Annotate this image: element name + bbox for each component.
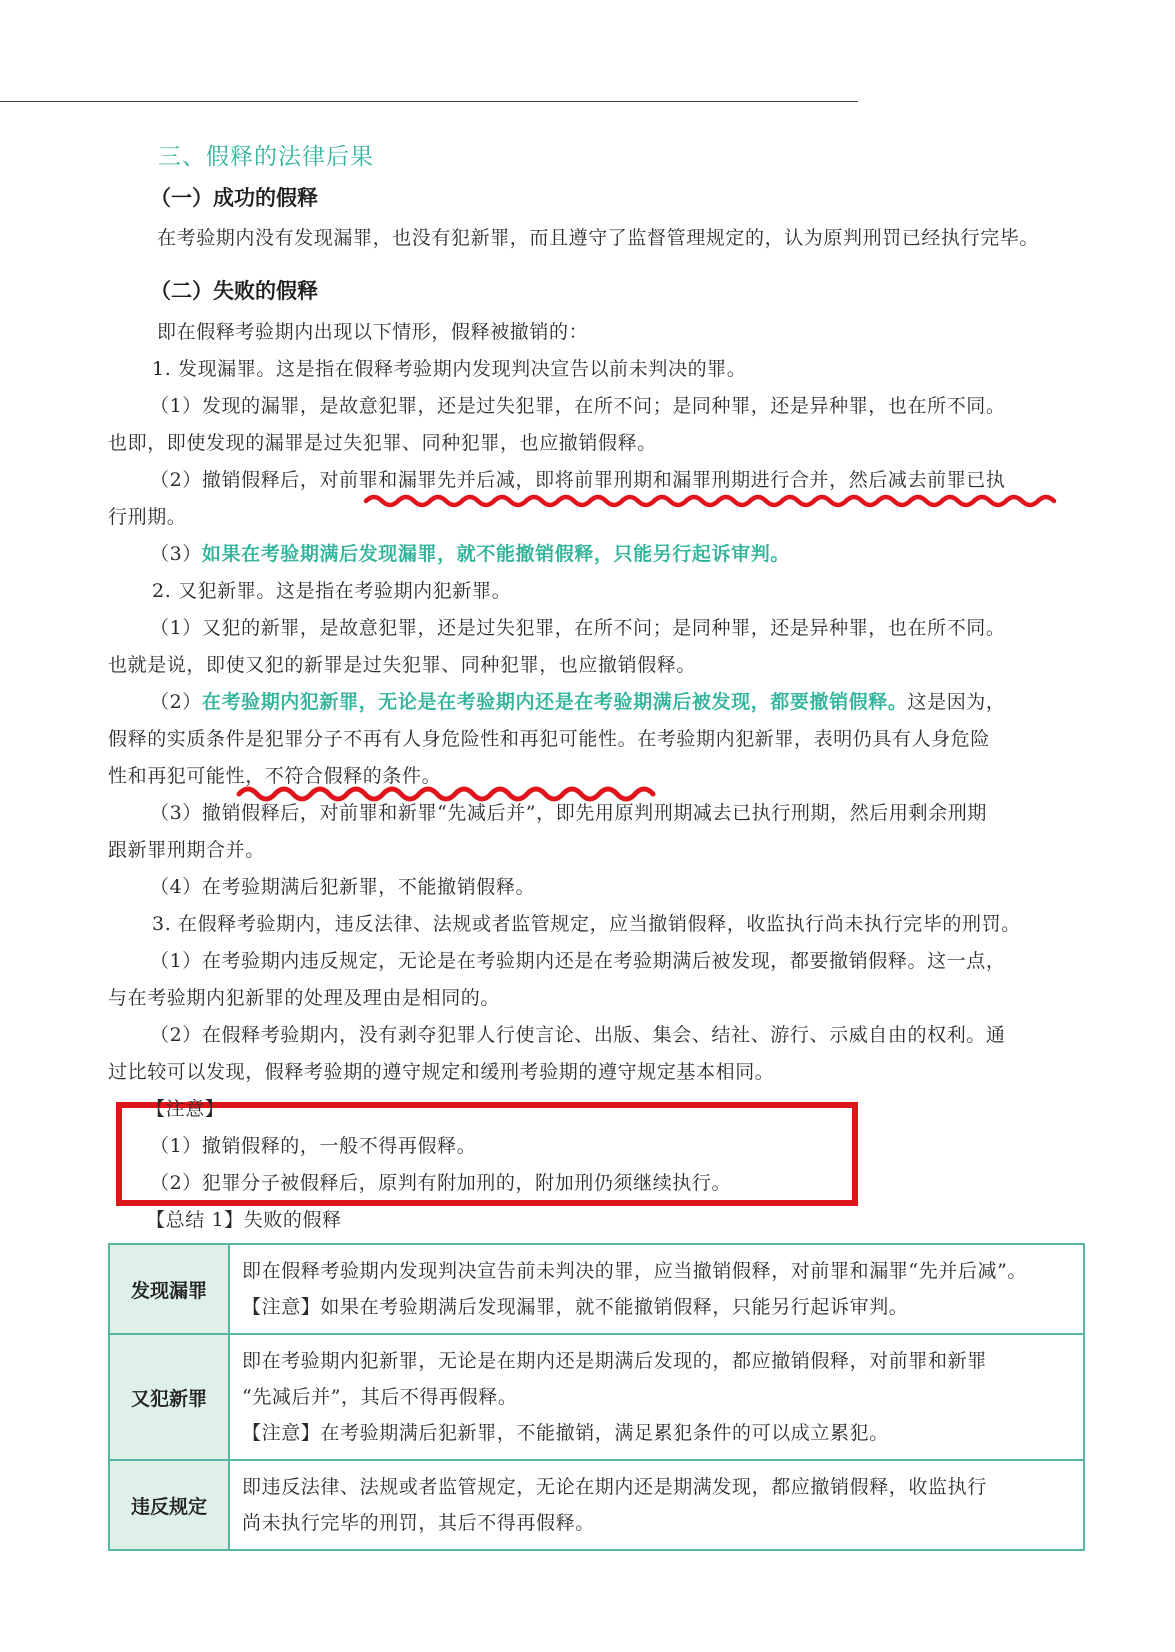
subsection-title-failure: （二）失败的假释 xyxy=(150,279,318,303)
table-row xyxy=(109,1244,1084,1334)
row-content xyxy=(229,1460,1084,1550)
item2-p4: （4）在考验期满后犯新罪，不能撤销假释。 xyxy=(150,876,536,898)
header-rule xyxy=(0,101,858,102)
note-line1: （1）撤销假释的，一般不得再假释。 xyxy=(150,1135,477,1157)
item3-p1-line1: （1）在考验期内违反规定，无论是在考验期内还是在考验期满后被发现，都要撤销假释。这一点， xyxy=(150,950,1006,972)
row-line: 即在考验期内犯新罪，无论是在期内还是期满后发现的，都应撤销假释，对前罪和新罪 xyxy=(242,1350,987,1372)
item3-heading: 3. 在假释考验期内，违反法律、法规或者监管规定，应当撤销假释，收监执行尚未执行完毕的刑罚。 xyxy=(152,913,1021,935)
row-content xyxy=(229,1244,1084,1334)
item1-p3-highlight: 如果在考验期满后发现漏罪，就不能撤销假释，只能另行起诉审判。 xyxy=(201,543,790,565)
red-wavy-underline xyxy=(362,491,1062,513)
table-row xyxy=(109,1460,1084,1550)
item1-p1-line2: 也即，即使发现的漏罪是过失犯罪、同种犯罪，也应撤销假释。 xyxy=(108,432,657,454)
item2-p2-line2: 假释的实质条件是犯罪分子不再有人身危险性和再犯可能性。在考验期内犯新罪，表明仍具有人身危险 xyxy=(108,728,991,750)
item1-heading: 1. 发现漏罪。这是指在假释考验期内发现判决宣告以前未判决的罪。 xyxy=(152,358,747,380)
item1-p3 xyxy=(150,542,790,566)
item1-p2-line1: （2）撤销假释后，对前罪和漏罪先并后减，即将前罪刑期和漏罪刑期进行合并，然后减去前罪已执 xyxy=(150,469,1006,491)
row-line: 即在假释考验期内发现判决宣告前未判决的罪，应当撤销假释，对前罪和漏罪“先并后减”。 xyxy=(242,1260,1028,1282)
item3-p2-line1: （2）在假释考验期内，没有剥夺犯罪人行使言论、出版、集会、结社、游行、示威自由的权利。通 xyxy=(150,1024,1006,1046)
row-content xyxy=(229,1334,1084,1460)
item2-heading: 2. 又犯新罪。这是指在考验期内犯新罪。 xyxy=(152,580,512,602)
item2-p1-line1: （1）又犯的新罪，是故意犯罪，还是过失犯罪，在所不问；是同种罪，还是异种罪，也在所不同。 xyxy=(150,617,1006,639)
row-line: 即违反法律、法规或者监管规定，无论在期内还是期满发现，都应撤销假释，收监执行 xyxy=(242,1476,987,1498)
row-header: 又犯新罪 xyxy=(109,1334,229,1460)
item2-p3-line1: （3）撤销假释后，对前罪和新罪“先减后并”，即先用原判刑期减去已执行刑期，然后用剩余刑期 xyxy=(150,802,987,824)
note-title: 【注意】 xyxy=(146,1098,225,1120)
row-line: “先减后并”，其后不得再假释。 xyxy=(242,1386,518,1408)
item2-p2-line3: 性和再犯可能性，不符合假释的条件。 xyxy=(108,765,442,787)
item2-p2-line1 xyxy=(150,690,1006,714)
row-header: 违反规定 xyxy=(109,1460,229,1550)
note-line2: （2）犯罪分子被假释后，原判有附加刑的，附加刑仍须继续执行。 xyxy=(150,1172,732,1194)
paragraph-failure-intro: 即在假释考验期内出现以下情形，假释被撤销的： xyxy=(157,321,589,343)
item2-p2-prefix: （2） xyxy=(150,691,202,713)
section-title: 三、假释的法律后果 xyxy=(158,144,374,170)
item1-p2-line2: 行刑期。 xyxy=(108,506,187,528)
summary-table xyxy=(108,1243,1085,1551)
item1-p3-prefix: （3） xyxy=(150,543,202,565)
item3-p2-line2: 过比较可以发现，假释考验期的遵守规定和缓刑考验期的遵守规定基本相同。 xyxy=(108,1061,775,1083)
subsection-title-success: （一）成功的假释 xyxy=(150,186,318,210)
item2-p2-highlight: 在考验期内犯新罪，无论是在考验期内还是在考验期满后被发现，都要撤销假释。 xyxy=(201,691,908,713)
item3-p1-line2: 与在考验期内犯新罪的处理及理由是相同的。 xyxy=(108,987,501,1009)
summary-title: 【总结 1】失败的假释 xyxy=(146,1209,342,1231)
table-row xyxy=(109,1334,1084,1460)
row-line: 【注意】如果在考验期满后发现漏罪，就不能撤销假释，只能另行起诉审判。 xyxy=(242,1296,909,1318)
item2-p1-line2: 也就是说，即使又犯的新罪是过失犯罪、同种犯罪，也应撤销假释。 xyxy=(108,654,697,676)
item1-p1-line1: （1）发现的漏罪，是故意犯罪，还是过失犯罪，在所不问；是同种罪，还是异种罪，也在所不同。 xyxy=(150,395,1006,417)
row-line: 【注意】在考验期满后犯新罪，不能撤销，满足累犯条件的可以成立累犯。 xyxy=(242,1422,889,1444)
row-header: 发现漏罪 xyxy=(109,1244,229,1334)
paragraph-success: 在考验期内没有发现漏罪，也没有犯新罪，而且遵守了监督管理规定的，认为原判刑罚已经执行完毕。 xyxy=(157,227,1040,249)
item2-p3-line2: 跟新罪刑期合并。 xyxy=(108,839,265,861)
item2-p2-rest: 这是因为， xyxy=(907,691,1006,713)
row-line: 尚未执行完毕的刑罚，其后不得再假释。 xyxy=(242,1512,595,1534)
